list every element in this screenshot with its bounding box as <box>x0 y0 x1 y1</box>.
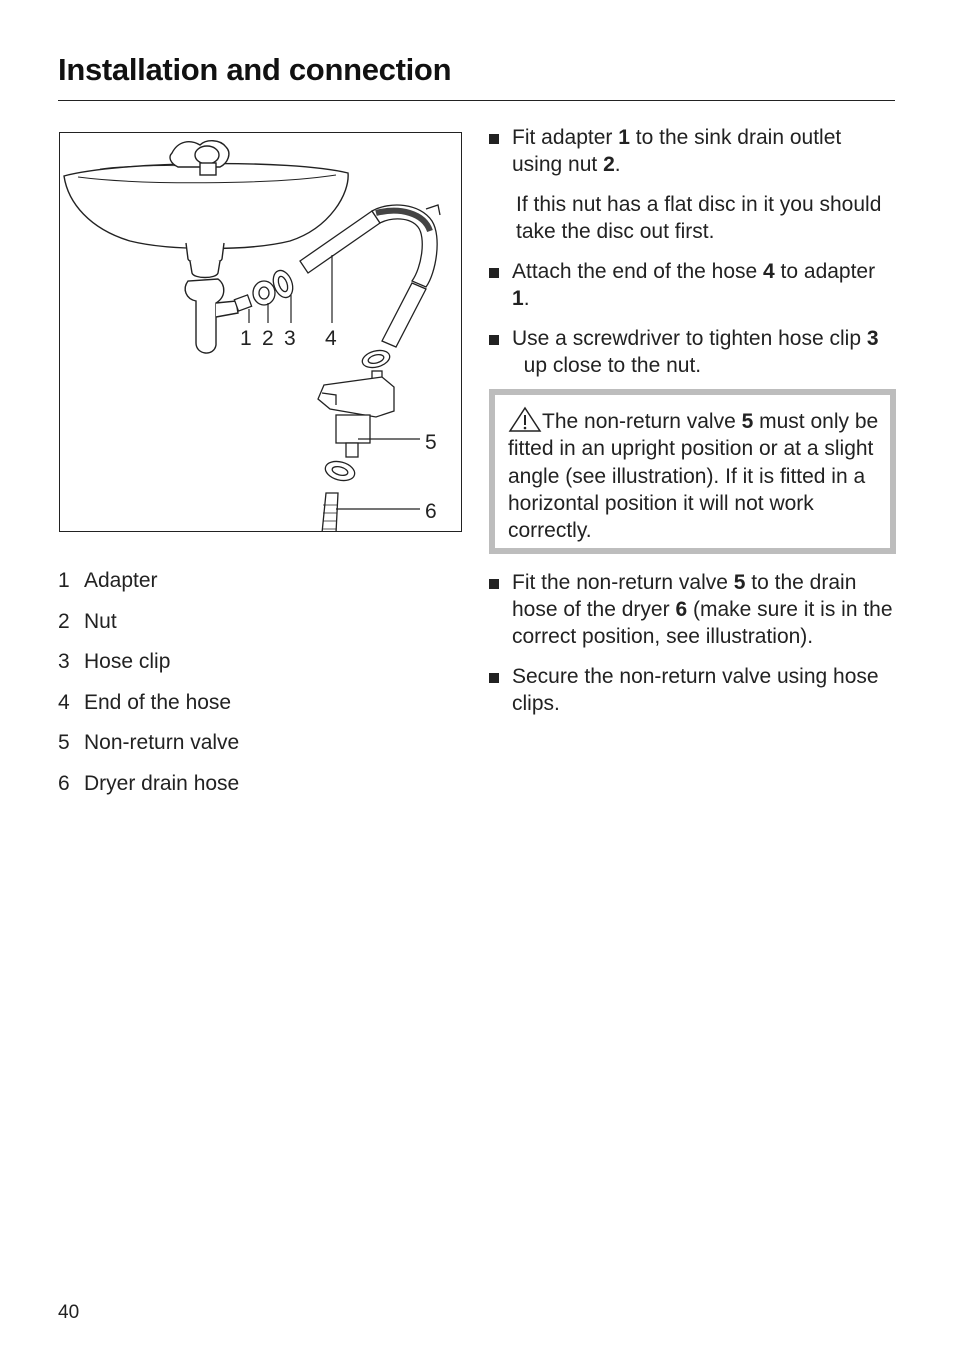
callout-5: 5 <box>425 431 437 454</box>
legend-number: 6 <box>58 771 70 795</box>
step-text: to the sink drain outlet using nut <box>512 126 842 176</box>
warning-callout <box>489 389 896 554</box>
step-ref: 2 <box>603 153 615 176</box>
warning-text: The non-return valve <box>542 410 742 433</box>
callout-4: 4 <box>325 327 337 350</box>
legend-item <box>58 764 239 805</box>
step-ref: 1 <box>512 287 524 310</box>
legend-item <box>58 683 239 724</box>
step-secure-valve <box>489 663 895 717</box>
warning-text: must only be fitted in an upright position or at a slight angle (see illustration). If it is fitted in a horizontal position it will not work correctly. <box>508 410 879 543</box>
callout-6: 6 <box>425 500 437 523</box>
instructions-top <box>489 124 895 379</box>
step-ref: 1 <box>618 126 630 149</box>
legend-number: 3 <box>58 650 70 673</box>
step-text: Fit adapter <box>512 126 619 149</box>
installation-illustration <box>59 132 462 532</box>
step-attach-hose <box>489 258 895 312</box>
parts-legend <box>58 561 239 804</box>
legend-item <box>58 642 239 683</box>
step-text: up close to the nut. <box>512 354 702 377</box>
step-ref: 5 <box>733 571 746 594</box>
step-text: (make sure it is in the correct position, see illustration). <box>512 598 893 648</box>
hose-end <box>300 205 440 347</box>
page-title: Installation and connection <box>58 52 452 87</box>
legend-label: End of the hose <box>84 690 232 714</box>
warning-triangle-icon <box>508 406 542 432</box>
step-text: Attach the end of the hose <box>512 260 764 283</box>
step-text: Use a screwdriver to tighten hose clip <box>512 327 867 350</box>
legend-item <box>58 602 239 643</box>
instructions-bottom <box>489 569 895 717</box>
legend-number: 2 <box>58 609 70 633</box>
callout-3: 3 <box>284 327 296 350</box>
step-text: . <box>523 287 530 310</box>
callout-2: 2 <box>262 327 274 350</box>
legend-label: Adapter <box>84 569 158 592</box>
step-fit-valve <box>489 569 895 650</box>
legend-item <box>58 723 239 764</box>
step-ref: 4 <box>763 260 775 283</box>
bullet-square-icon <box>489 134 499 144</box>
step-text: Secure the non-return valve using hose clips. <box>512 665 879 715</box>
step-text: . <box>614 153 621 176</box>
step-text: to the drain hose of the dryer <box>512 571 857 621</box>
sink-drain-diagram <box>60 133 462 532</box>
legend-label: Dryer drain hose <box>84 771 240 795</box>
sink-basin <box>64 141 348 353</box>
step-text: to adapter <box>774 260 876 283</box>
step-ref: 3 <box>866 327 879 350</box>
step-fit-adapter <box>489 124 895 178</box>
adapter-parts <box>234 268 296 311</box>
legend-label: Nut <box>84 609 117 633</box>
step-ref: 6 <box>675 598 688 621</box>
title-rule <box>58 100 895 101</box>
legend-number: 5 <box>58 731 70 754</box>
lower-clip <box>323 458 357 483</box>
callout-1: 1 <box>240 327 252 350</box>
page-number: 40 <box>58 1302 80 1323</box>
legend-item <box>58 561 239 602</box>
legend-number: 4 <box>58 690 70 714</box>
non-return-valve <box>318 371 394 457</box>
legend-label: Non-return valve <box>84 731 240 754</box>
bullet-square-icon <box>489 268 499 278</box>
legend-label: Hose clip <box>84 650 171 673</box>
legend-number: 1 <box>58 569 70 592</box>
bullet-square-icon <box>489 673 499 683</box>
upper-clip <box>360 348 391 371</box>
step-tighten-clip <box>489 325 895 379</box>
bullet-square-icon <box>489 335 499 345</box>
dryer-drain-hose <box>322 493 338 532</box>
warning-ref: 5 <box>741 410 754 433</box>
step-note: If this nut has a flat disc in it you should take the disc out first. <box>516 193 882 243</box>
bullet-square-icon <box>489 579 499 589</box>
step-text: Fit the non-return valve <box>512 571 734 594</box>
